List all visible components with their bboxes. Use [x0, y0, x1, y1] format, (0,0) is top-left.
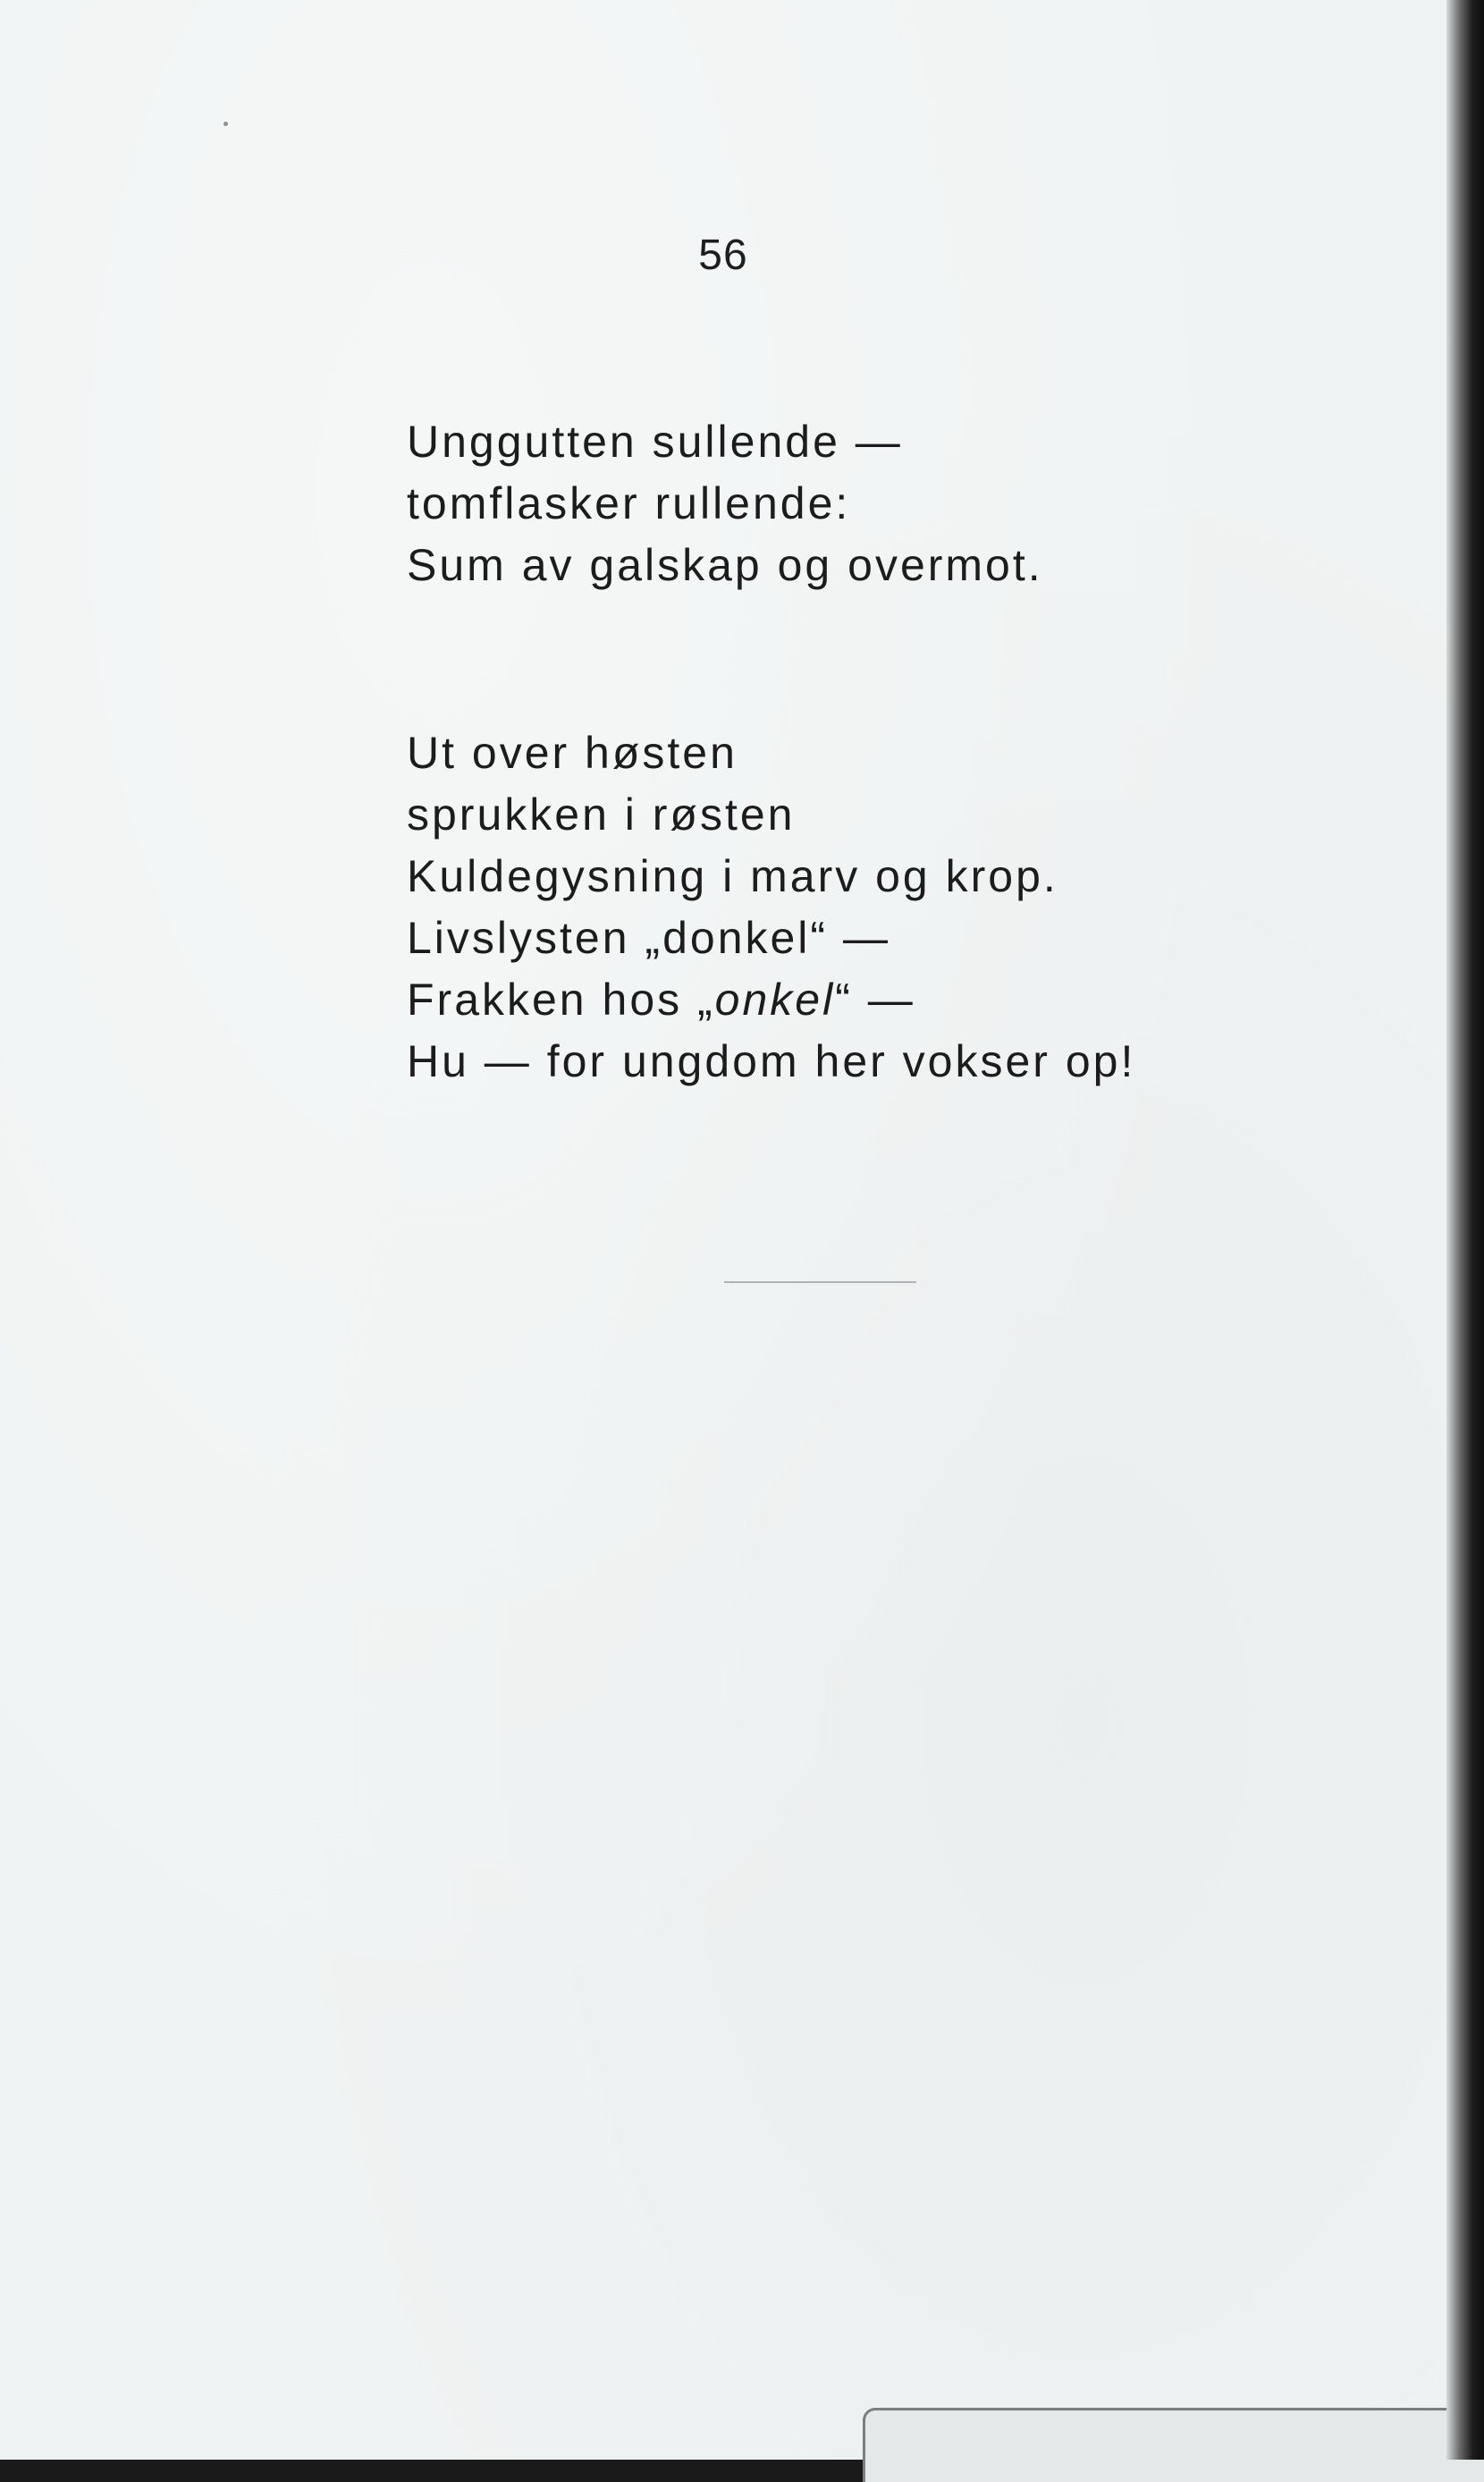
poem-line: tomflasker rullende:	[407, 478, 851, 528]
paper-speck	[223, 122, 228, 126]
line-text: “ —	[835, 975, 915, 1025]
line-text: Frakken hos „	[407, 975, 715, 1025]
page-number: 56	[698, 232, 748, 279]
poem-line-with-italic	[407, 969, 1301, 1031]
section-divider	[724, 1281, 916, 1283]
poem-line: Ut over høsten	[407, 728, 738, 778]
poem-line: Kuldegysning i marv og krop.	[407, 851, 1058, 901]
poem-line: sprukken i røsten	[407, 789, 796, 840]
stanza-2	[407, 722, 1301, 1093]
stanza-1	[407, 411, 1301, 596]
page-tab-corner	[863, 2408, 1484, 2482]
italic-word: onkel	[714, 975, 836, 1025]
poem-line: Livslysten „donkel“ —	[407, 913, 890, 963]
poem-line: Hu — for ungdom her vokser op!	[407, 1036, 1136, 1086]
poem-line: Sum av galskap og overmot.	[407, 540, 1043, 590]
poem-line: Unggutten sullende —	[407, 417, 903, 467]
book-spine-edge	[1446, 0, 1484, 2460]
